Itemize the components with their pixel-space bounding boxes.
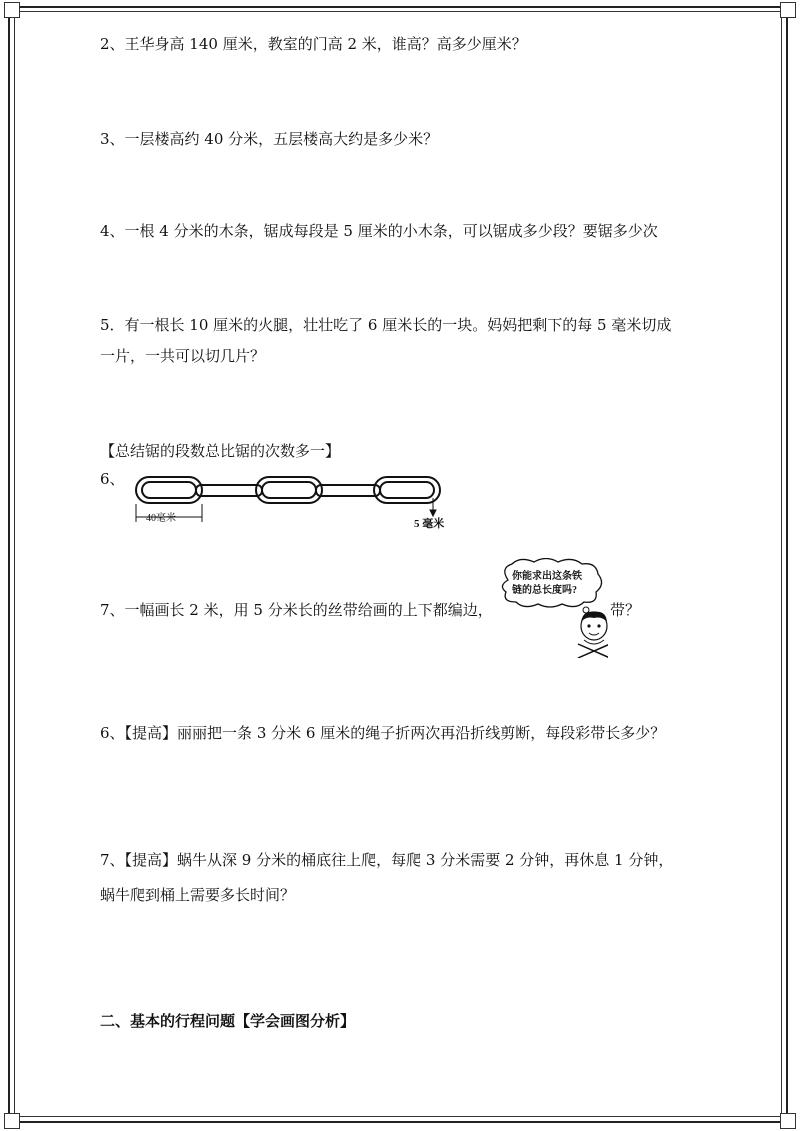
child-figure: [578, 612, 608, 658]
chain-link: [136, 477, 202, 503]
page-border-inner: [14, 11, 782, 1117]
problem-7-line-end: 带？: [610, 601, 641, 619]
problem-5-line-1: 5．有一根长 10 厘米的火腿，壮壮吃了 6 厘米长的一块。妈妈把剩下的每 5 毫米切成: [100, 316, 672, 334]
thought-bubble: [502, 559, 601, 608]
thinking-child-illustration: [498, 558, 608, 658]
thought-bubble-line-2: 链的总长度吗?: [512, 585, 577, 596]
chain-link-inner: [380, 482, 434, 498]
border-corner: [4, 1113, 20, 1129]
chain-link: [256, 477, 322, 503]
border-corner: [780, 1113, 796, 1129]
problem-3: 3、一层楼高约 40 分米，五层楼高大约是多少米？: [100, 130, 439, 148]
chain-link-inner: [142, 482, 196, 498]
summary-note: 【总结锯的段数总比锯的次数多一】: [100, 442, 341, 460]
chain-thickness-label: 5 毫米: [414, 518, 445, 530]
border-corner: [780, 2, 796, 18]
chain-link-flat: [196, 485, 262, 496]
chain-link-inner: [262, 482, 316, 498]
chain-figure: [124, 470, 454, 530]
section-heading: 二、基本的行程问题【学会画图分析】: [100, 1012, 356, 1030]
problem-7-advanced-line-2: 蜗牛爬到桶上需要多长时间？: [100, 886, 296, 904]
problem-7-advanced-line-1: 7、【提高】蜗牛从深 9 分米的桶底往上爬，每爬 3 分米需要 2 分钟，再休息 1 分钟，: [100, 851, 674, 869]
chain-link: [374, 477, 440, 503]
problem-6-number: 6、: [100, 470, 125, 488]
problem-6-advanced: 6、【提高】丽丽把一条 3 分米 6 厘米的绳子折两次再沿折线剪断，每段彩带长多少？: [100, 724, 666, 742]
border-corner: [4, 2, 20, 18]
thought-bubble-line-1: 你能求出这条铁: [512, 571, 582, 582]
problem-5-line-2: 一片，一共可以切几片？: [100, 347, 266, 365]
problem-2: 2、王华身高 140 厘米，教室的门高 2 米，谁高？高多少厘米？: [100, 35, 527, 53]
problem-4: 4、一根 4 分米的木条，锯成每段是 5 厘米的小木条，可以锯成多少段？要锯多少次: [100, 222, 658, 240]
chain-link-flat: [316, 485, 380, 496]
problem-7-line: 7、一幅画长 2 米，用 5 分米长的丝带给画的上下都编边，: [100, 601, 493, 619]
chain-dimension-label: 40毫米: [146, 513, 176, 524]
